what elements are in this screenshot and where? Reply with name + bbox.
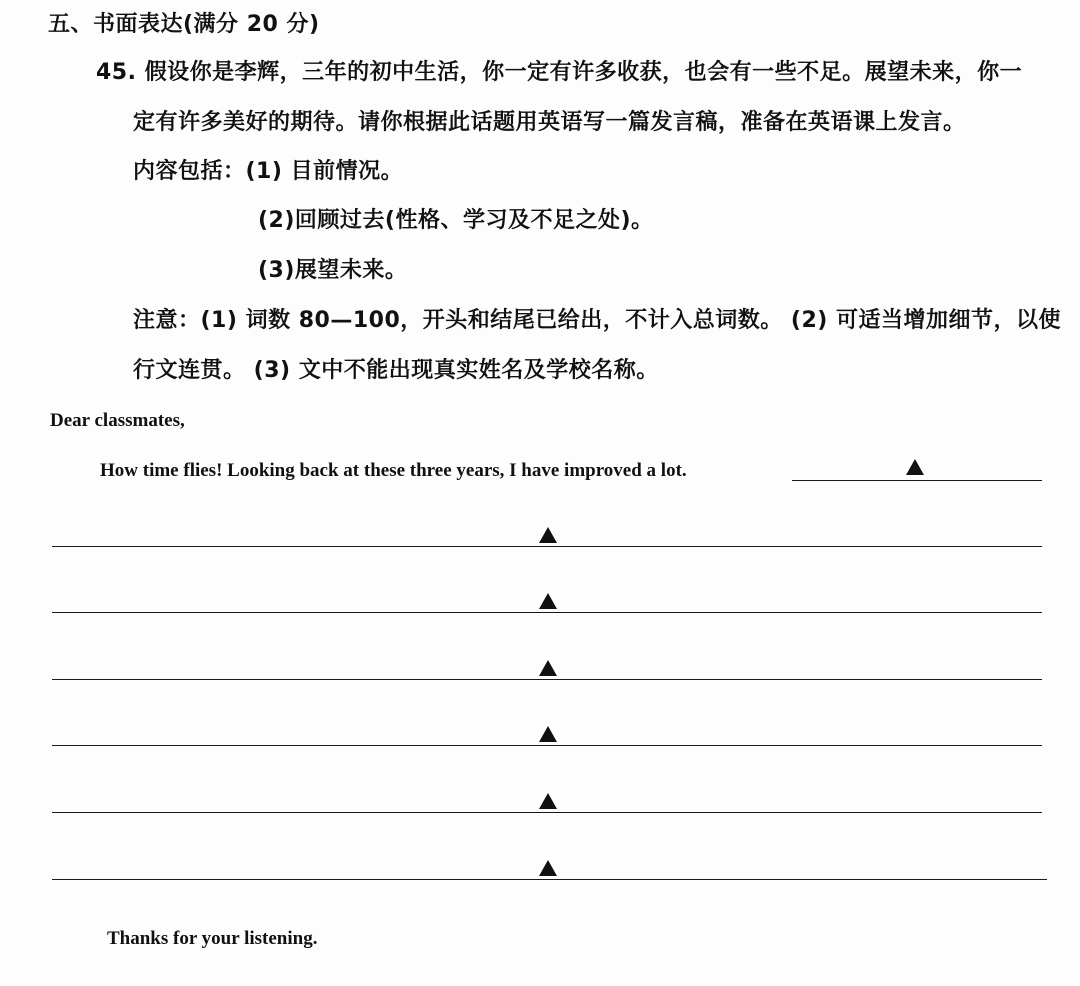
writing-line[interactable] (52, 612, 1042, 613)
content-requirement-3: (3)展望未来。 (258, 258, 408, 283)
question-text-line-2: 定有许多美好的期待。请你根据此话题用英语写一篇发言稿，准备在英语课上发言。 (133, 110, 966, 135)
notes-line-2: 行文连贯。 (3) 文中不能出现真实姓名及学校名称。 (133, 358, 659, 383)
content-requirement-1: 内容包括：(1) 目前情况。 (133, 159, 404, 184)
section-title: 五、书面表达(满分 20 分) (48, 12, 320, 37)
triangle-marker-icon (539, 527, 557, 543)
triangle-marker-icon (906, 459, 924, 475)
writing-line[interactable] (52, 879, 1047, 880)
triangle-marker-icon (539, 793, 557, 809)
writing-line[interactable] (52, 679, 1042, 680)
writing-line-opening[interactable] (792, 480, 1042, 481)
writing-line[interactable] (52, 812, 1042, 813)
letter-opening-sentence: How time flies! Looking back at these three years, I have improved a lot. (100, 460, 687, 481)
writing-line[interactable] (52, 745, 1042, 746)
triangle-marker-icon (539, 593, 557, 609)
question-text-line-1: 45. 假设你是李辉，三年的初中生活，你一定有许多收获，也会有一些不足。展望未来，你一 (96, 60, 1023, 85)
writing-line[interactable] (52, 546, 1042, 547)
notes-line-1: 注意：(1) 词数 80—100，开头和结尾已给出，不计入总词数。 (2) 可适当增加细节，以使 (133, 308, 1062, 333)
letter-salutation: Dear classmates, (50, 410, 185, 431)
letter-closing: Thanks for your listening. (107, 928, 318, 949)
triangle-marker-icon (539, 726, 557, 742)
triangle-marker-icon (539, 660, 557, 676)
content-requirement-2: (2)回顾过去(性格、学习及不足之处)。 (258, 208, 654, 233)
triangle-marker-icon (539, 860, 557, 876)
